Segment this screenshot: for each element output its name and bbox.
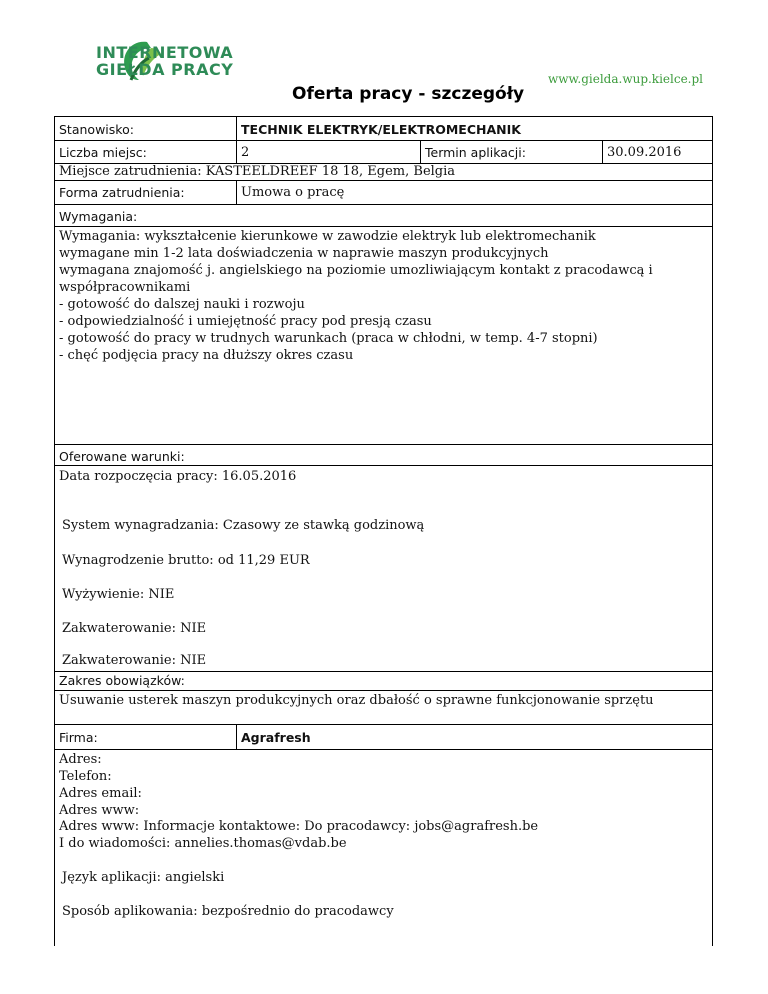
position-label: Stanowisko: — [59, 122, 134, 137]
requirement-line: - gotowość do dalszej nauki i rozwoju — [59, 297, 305, 312]
www-contact: Adres www: Informacje kontaktowe: Do pracodawcy: jobs@agrafresh.be — [59, 819, 539, 834]
requirement-line: wymagana znajomość j. angielskiego na poziomie umozliwiającym kontakt z pracodawcą i — [59, 263, 653, 278]
duties-value: Usuwanie usterek maszyn produkcyjnych oraz dbałość o sprawne funkcjonowanie sprzętu — [59, 693, 654, 708]
requirement-line: Wymagania: wykształcenie kierunkowe w zawodzie elektryk lub elektromechanik — [59, 229, 596, 244]
row-line — [54, 226, 713, 227]
table-left-border — [54, 116, 55, 946]
company-label: Firma: — [59, 730, 98, 745]
places-label: Liczba miejsc: — [59, 145, 147, 160]
logo-line-2: GIEŁDA PRACY — [96, 60, 234, 79]
col-line — [236, 180, 237, 205]
pay-system: System wynagradzania: Czasowy ze stawką godzinową — [62, 518, 425, 533]
requirement-line: - chęć podjęcia pracy na dłuższy okres czasu — [59, 348, 354, 363]
requirements-label: Wymagania: — [59, 209, 138, 224]
company-value: Agrafresh — [241, 730, 311, 745]
logo-line-1: INTERNETOWA — [96, 43, 234, 62]
row-line — [54, 749, 713, 750]
col-line — [236, 724, 237, 750]
salary: Wynagrodzenie brutto: od 11,29 EUR — [62, 553, 310, 568]
row-line — [54, 140, 713, 141]
requirement-line: wymagane min 1-2 lata doświadczenia w naprawie maszyn produkcyjnych — [59, 246, 549, 261]
col-line — [420, 140, 421, 164]
requirement-line: współpracownikami — [59, 280, 191, 295]
site-url[interactable]: www.gielda.wup.kielce.pl — [548, 72, 704, 86]
cc-contact: I do wiadomości: annelies.thomas@vdab.be — [59, 836, 347, 851]
deadline-value: 30.09.2016 — [607, 145, 682, 160]
employment-label: Forma zatrudnienia: — [59, 185, 185, 200]
email: Adres email: — [59, 786, 142, 801]
row-line — [54, 204, 713, 205]
row-line — [54, 180, 713, 181]
row-line — [54, 465, 713, 466]
employment-value: Umowa o pracę — [241, 185, 345, 200]
row-line — [54, 444, 713, 445]
col-line — [602, 140, 603, 164]
page-title: Oferta pracy - szczegóły — [292, 84, 525, 104]
board: Wyżywienie: NIE — [62, 587, 175, 602]
location-text: Miejsce zatrudnienia: KASTEELDREEF 18 18, Egem, Belgia — [59, 164, 456, 179]
row-line — [54, 690, 713, 691]
places-value: 2 — [241, 145, 250, 160]
requirement-line: - odpowiedzialność i umiejętność pracy pod presją czasu — [59, 314, 432, 329]
position-value: TECHNIK ELEKTRYK/ELEKTROMECHANIK — [241, 122, 521, 137]
start-date: Data rozpoczęcia pracy: 16.05.2016 — [59, 469, 297, 484]
logo-wordmark — [96, 44, 233, 78]
row-line — [54, 116, 713, 117]
application-language: Język aplikacji: angielski — [62, 870, 225, 885]
deadline-label: Termin aplikacji: — [425, 145, 526, 160]
accommodation: Zakwaterowanie: NIE — [62, 653, 207, 668]
application-method: Sposób aplikowania: bezpośrednio do pracodawcy — [62, 904, 394, 919]
requirement-line: - gotowość do pracy w trudnych warunkach (praca w chłodni, w temp. 4-7 stopni) — [59, 331, 598, 346]
table-right-border — [712, 116, 713, 946]
www: Adres www: — [59, 803, 140, 818]
col-line — [236, 116, 237, 164]
row-line — [54, 724, 713, 725]
conditions-label: Oferowane warunki: — [59, 449, 185, 464]
duties-label: Zakres obowiązków: — [59, 673, 185, 688]
phone: Telefon: — [59, 769, 112, 784]
accommodation: Zakwaterowanie: NIE — [62, 621, 207, 636]
address: Adres: — [59, 752, 102, 767]
